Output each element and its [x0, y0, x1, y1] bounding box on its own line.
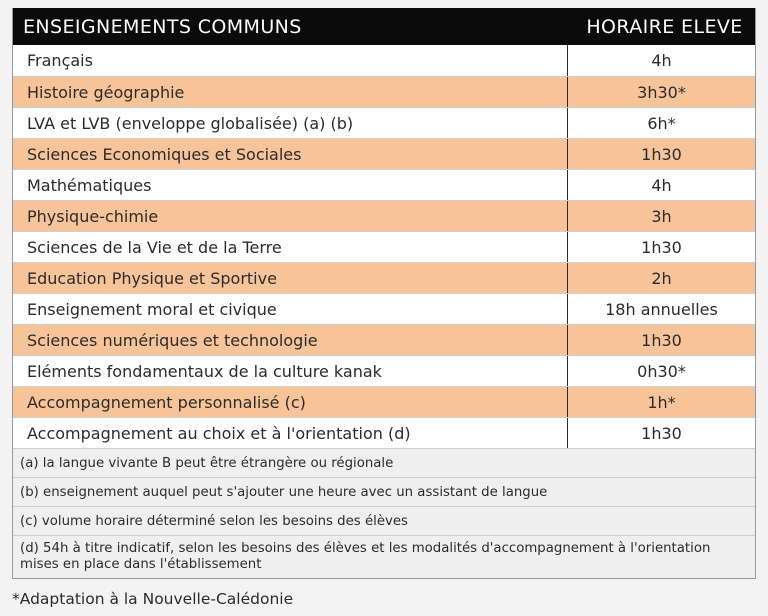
hours-cell: 1h30	[641, 330, 682, 350]
subject-cell: Français	[13, 45, 568, 76]
hours-cell: 4h	[651, 51, 672, 70]
hours-cell: 4h	[651, 175, 672, 195]
footnote: *Adaptation à la Nouvelle-Calédonie	[12, 590, 294, 608]
table-header	[13, 8, 755, 45]
header-hours: HORAIRE ELEVE	[586, 15, 743, 38]
table-row	[13, 262, 755, 293]
header-subject: ENSEIGNEMENTS COMMUNS	[23, 15, 302, 38]
subject-cell: Eléments fondamentaux de la culture kanak	[13, 356, 568, 386]
table-row	[13, 45, 755, 76]
table-row	[13, 355, 755, 386]
note-c: (c) volume horaire déterminé selon les besoins des élèves	[13, 506, 755, 535]
table-row	[13, 293, 755, 324]
subject-cell: Sciences de la Vie et de la Terre	[13, 232, 568, 262]
hours-cell: 1h30	[641, 144, 682, 164]
hours-cell: 1h30	[641, 423, 682, 443]
subject-cell: Accompagnement au choix et à l'orientation (d)	[13, 418, 568, 448]
hours-cell: 1h30	[641, 237, 682, 257]
table-row	[13, 324, 755, 355]
subject-cell: Education Physique et Sportive	[13, 263, 568, 293]
hours-cell: 6h*	[647, 113, 676, 133]
hours-cell: 0h30*	[637, 361, 686, 381]
table-row	[13, 200, 755, 231]
schedule-table	[12, 8, 756, 579]
hours-cell: 3h	[651, 206, 672, 226]
subject-cell: LVA et LVB (enveloppe globalisée) (a) (b)	[13, 108, 568, 138]
subject-cell: Accompagnement personnalisé (c)	[13, 387, 568, 417]
subject-cell: Sciences Economiques et Sociales	[13, 139, 568, 169]
hours-cell: 1h*	[647, 392, 676, 412]
note-b: (b) enseignement auquel peut s'ajouter une heure avec un assistant de langue	[13, 477, 755, 506]
table-row	[13, 138, 755, 169]
hours-cell: 18h annuelles	[605, 299, 718, 319]
table-row	[13, 107, 755, 138]
subject-cell: Mathématiques	[13, 170, 568, 200]
hours-cell: 2h	[651, 268, 672, 288]
table-row	[13, 417, 755, 448]
subject-cell: Physique-chimie	[13, 201, 568, 231]
subject-cell: Sciences numériques et technologie	[13, 325, 568, 355]
table-row	[13, 386, 755, 417]
table-row	[13, 76, 755, 107]
table-row	[13, 169, 755, 200]
note-d: (d) 54h à titre indicatif, selon les besoins des élèves et les modalités d'accompagnement à l'orientation mises en place dans l'établissement	[13, 535, 755, 578]
note-a: (a) la langue vivante B peut être étrangère ou régionale	[13, 448, 755, 477]
table-row	[13, 231, 755, 262]
subject-cell: Enseignement moral et civique	[13, 294, 568, 324]
hours-cell: 3h30*	[637, 82, 686, 102]
subject-cell: Histoire géographie	[13, 77, 568, 107]
